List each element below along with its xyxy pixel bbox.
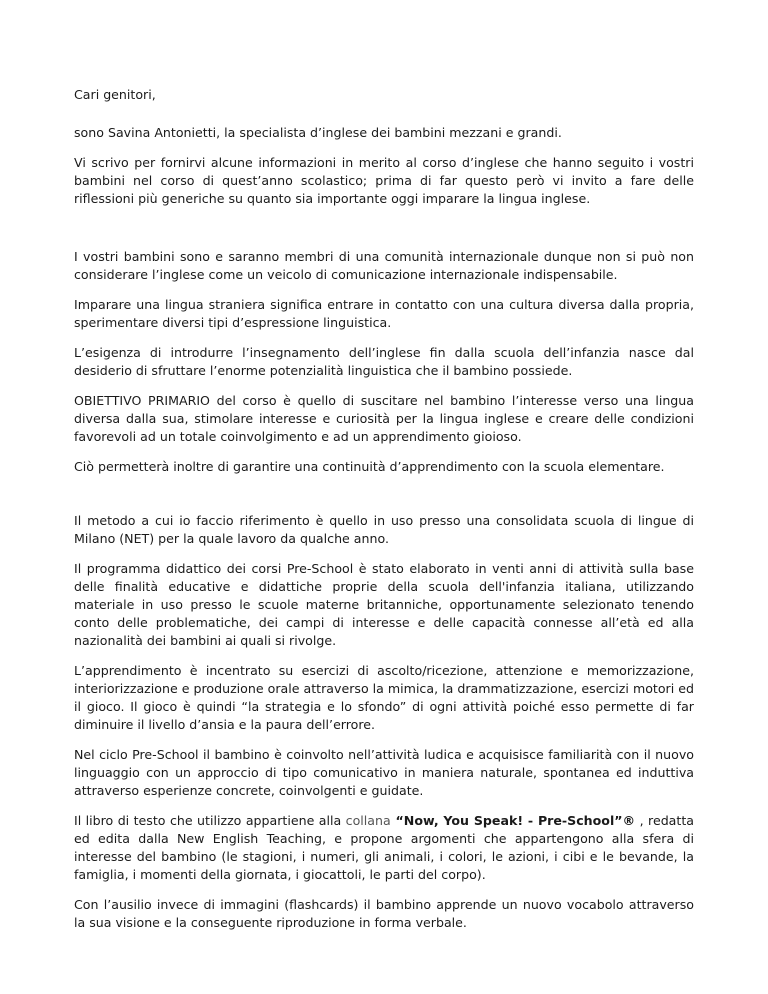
book-title: “Now, You Speak! - Pre-School”® — [390, 813, 636, 828]
section-gap — [74, 488, 694, 512]
letter-body — [74, 86, 694, 944]
paragraph-community: I vostri bambini sono e saranno membri di una comunità internazionale dunque non si può non considerare l’inglese come un veicolo di comunicazione internazionale indispensabile. — [74, 249, 694, 282]
paragraph-method: Il metodo a cui io faccio riferimento è quello in uso presso una consolidata scuola di lingue di Milano (NET) per la quale lavoro da qualche anno. — [74, 513, 694, 546]
salutation: Cari genitori, — [74, 87, 156, 102]
paragraph-primary-objective: OBIETTIVO PRIMARIO del corso è quello di suscitare nel bambino l’interesse verso una lingua diversa dalla sua, stimolare interesse e curiosità per la lingua inglese e creare delle condizioni favorevoli ad un totale coinvolgimento e ad un apprendimento gioioso. — [74, 393, 694, 444]
paragraph-textbook — [74, 812, 694, 884]
paragraph-program: Il programma didattico dei corsi Pre-School è stato elaborato in venti anni di attività sulla base delle finalità educative e didattiche proprie della scuola dell'infanzia italiana, utilizzando materiale in uso presso le scuole materne britanniche, opportunamente selezionato tenendo conto delle problematiche, dei campi di interesse e delle capacità connesse all’età ed alla nazionalità dei bambini ai quali si rivolge. — [74, 561, 694, 648]
paragraph-continuity: Ciò permetterà inoltre di garantire una continuità d’apprendimento con la scuola elementare. — [74, 459, 665, 474]
textbook-lead: Il libro di testo che utilizzo appartiene alla — [74, 813, 346, 828]
paragraph-early-teaching: L’esigenza di introdurre l’insegnamento dell’inglese fin dalla scuola dell’infanzia nasce dal desiderio di sfruttare l’enorme potenzialità linguistica che il bambino possiede. — [74, 345, 694, 378]
paragraph-foreign-language: Imparare una lingua straniera significa entrare in contatto con una cultura diversa dalla propria, sperimentare diversi tipi d’espressione linguistica. — [74, 297, 694, 330]
paragraph-learning: L’apprendimento è incentrato su esercizi di ascolto/ricezione, attenzione e memorizzazione, interiorizzazione e produzione orale attraverso la mimica, la drammatizzazione, esercizi motori ed il gioco. Il gioco è quindi “la strategia e lo sfondo” di ogni attività poiché esso permette di far diminuire il livello d’ansia e la paura dell’errore. — [74, 663, 694, 732]
paragraph-pre-school-cycle: Nel ciclo Pre-School il bambino è coinvolto nell’attività ludica e acquisisce familiarità con il nuovo linguaggio con un approccio di tipo comunicativo in maniera naturale, spontanea ed induttiva attraverso esperienze concrete, coinvolgenti e guidate. — [74, 747, 694, 798]
intro-paragraph: sono Savina Antonietti, la specialista d’inglese dei bambini mezzani e grandi. — [74, 125, 562, 140]
purpose-paragraph: Vi scrivo per fornirvi alcune informazioni in merito al corso d’inglese che hanno seguito i vostri bambini nel corso di quest’anno scolastico; prima di far questo però vi invito a fare delle riflessioni più generiche su quanto sia importante oggi imparare la lingua inglese. — [74, 155, 694, 206]
section-gap — [74, 220, 694, 248]
paragraph-flashcards: Con l’ausilio invece di immagini (flashcards) il bambino apprende un nuovo vocabolo attraverso la sua visione e la conseguente riproduzione in forma verbale. — [74, 897, 694, 930]
collana-word: collana — [345, 813, 391, 828]
textbook-rest: , redatta ed edita dalla New English Teaching, e propone argomenti che appartengono alla sfera di interesse del bambino (le stagioni, i numeri, gli animali, i colori, le azioni, i cibi e le bevande, la famiglia, i momenti della giornata, i giocattoli, le parti del corpo). — [74, 813, 694, 882]
